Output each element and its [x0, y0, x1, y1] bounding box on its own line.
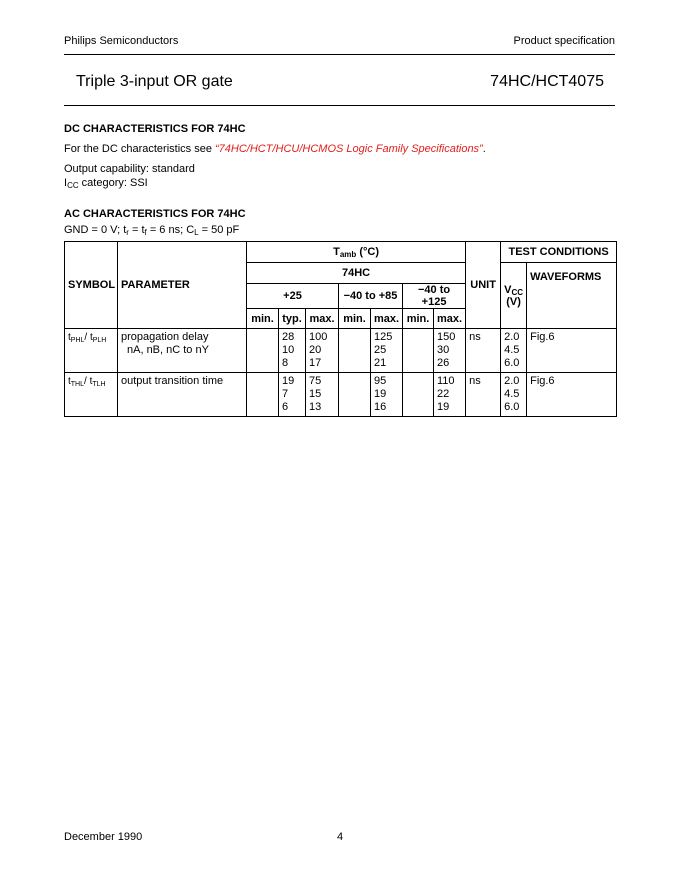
value: 10: [282, 344, 295, 356]
sym-sep: / t: [84, 332, 93, 343]
value: 125: [374, 331, 393, 343]
parameter-cell: [118, 329, 247, 373]
typ25-cell: [279, 373, 306, 417]
vcc-symbol: V: [504, 283, 512, 296]
icc-category-text: category: SSI: [78, 177, 148, 189]
min25-cell: [247, 373, 279, 417]
value: 19: [437, 401, 450, 413]
tamb-unit: (°C): [356, 246, 379, 258]
sym-t: t: [68, 376, 71, 387]
vcc-cell: [501, 329, 527, 373]
value: 21: [374, 357, 387, 369]
part-number: 74HC/HCT4075: [490, 73, 604, 90]
value: 150: [437, 331, 456, 343]
col-max-25: max.: [306, 309, 339, 329]
footer-date: December 1990: [64, 831, 143, 843]
value: 26: [437, 357, 450, 369]
min125-cell: [403, 329, 434, 373]
parameter-header: PARAMETER: [118, 242, 247, 329]
dc-intro: [64, 142, 486, 156]
vcc-subscript: CC: [511, 287, 524, 297]
sym-t: t: [68, 332, 71, 343]
cond-gnd: GND = 0 V; t: [64, 224, 127, 236]
temp-range-125: −40 to +125: [403, 284, 466, 309]
document-type: Product specification: [513, 35, 615, 47]
parameter-detail: nA, nB, nC to nY: [127, 344, 209, 356]
unit-header: UNIT: [466, 242, 501, 329]
cond-l-sub: L: [194, 228, 199, 237]
value: 19: [282, 375, 295, 387]
temp-range-85: −40 to +85: [339, 284, 403, 309]
page-number: 4: [337, 831, 344, 843]
cond-end: = 50 pF: [198, 224, 240, 236]
value: 20: [309, 344, 322, 356]
symbol-cell: [65, 329, 118, 373]
value: 22: [437, 388, 450, 400]
max125-cell: [434, 373, 466, 417]
temp-range-25: +25: [247, 284, 339, 309]
vcc-header: [501, 263, 527, 329]
col-max-125: max.: [434, 309, 466, 329]
value: 2.0: [504, 331, 520, 343]
value: 19: [374, 388, 387, 400]
value: 100: [309, 331, 328, 343]
sym-sub-b: TLH: [92, 381, 106, 388]
parameter-name: output transition time: [121, 375, 224, 387]
sym-sub-a: PHL: [70, 337, 85, 344]
dc-heading: DC CHARACTERISTICS FOR 74HC: [64, 123, 246, 135]
cond-ns: = 6 ns; C: [146, 224, 195, 236]
output-capability: Output capability: standard: [64, 163, 195, 175]
cond-f-sub: f: [144, 228, 147, 237]
vcc-cell: [501, 373, 527, 417]
value: 95: [374, 375, 387, 387]
company-name: Philips Semiconductors: [64, 35, 179, 47]
parameter-cell: [118, 373, 247, 417]
col-min-25: min.: [247, 309, 279, 329]
dc-intro-suffix: .: [482, 143, 486, 155]
max25-cell: [306, 329, 339, 373]
page-title: Triple 3-input OR gate: [76, 73, 233, 90]
waveform-cell: Fig.6: [527, 329, 617, 373]
min85-cell: [339, 329, 371, 373]
col-min-125: min.: [403, 309, 434, 329]
value: 110: [437, 375, 455, 387]
min25-cell: [247, 329, 279, 373]
tamb-header: [247, 242, 466, 263]
unit-cell: ns: [466, 329, 501, 373]
value: 7: [282, 388, 289, 400]
max85-cell: [371, 373, 403, 417]
title-rule: [64, 105, 615, 106]
value: 6.0: [504, 357, 520, 369]
value: 2.0: [504, 375, 520, 387]
sym-sub-b: PLH: [92, 337, 107, 344]
vcc-unit: (V): [506, 295, 521, 308]
value: 6: [282, 401, 289, 413]
cond-mid: = t: [128, 224, 145, 236]
value: 6.0: [504, 401, 520, 413]
min85-cell: [339, 373, 371, 417]
value: 16: [374, 401, 387, 413]
max25-cell: [306, 373, 339, 417]
value: 28: [282, 331, 295, 343]
icc-category: [64, 176, 148, 190]
icc-symbol: I: [64, 177, 68, 189]
test-conditions-header: TEST CONDITIONS: [501, 242, 617, 263]
table-row: [65, 373, 617, 417]
col-min-85: min.: [339, 309, 371, 329]
logic-family-spec-link[interactable]: “74HC/HCT/HCU/HCMOS Logic Family Specifications”: [215, 143, 483, 155]
table-row: [65, 329, 617, 373]
dc-intro-prefix: For the DC characteristics see: [64, 143, 215, 155]
col-typ-25: typ.: [279, 309, 306, 329]
col-max-85: max.: [371, 309, 403, 329]
family-header: 74HC: [247, 263, 466, 284]
header-rule: [64, 54, 615, 55]
ac-conditions: [64, 223, 239, 237]
cond-r-sub: r: [126, 228, 129, 237]
typ25-cell: [279, 329, 306, 373]
value: 13: [309, 401, 322, 413]
min125-cell: [403, 373, 434, 417]
tamb-symbol: T: [333, 246, 340, 258]
value: 75: [309, 375, 322, 387]
unit-cell: ns: [466, 373, 501, 417]
waveform-cell: Fig.6: [527, 373, 617, 417]
symbol-cell: [65, 373, 118, 417]
value: 25: [374, 344, 387, 356]
parameter-name: propagation delay: [121, 331, 209, 343]
sym-sub-a: THL: [70, 381, 85, 388]
ac-heading: AC CHARACTERISTICS FOR 74HC: [64, 208, 246, 220]
value: 30: [437, 344, 450, 356]
value: 8: [282, 357, 289, 369]
value: 4.5: [504, 344, 520, 356]
value: 17: [309, 357, 322, 369]
max125-cell: [434, 329, 466, 373]
icc-subscript: CC: [67, 181, 79, 190]
ac-characteristics-table: [64, 241, 617, 417]
waveforms-header: WAVEFORMS: [527, 263, 617, 329]
tamb-subscript: amb: [339, 250, 357, 259]
max85-cell: [371, 329, 403, 373]
value: 4.5: [504, 388, 520, 400]
sym-sep: / t: [84, 376, 93, 387]
value: 15: [309, 388, 322, 400]
symbol-header: SYMBOL: [65, 242, 118, 329]
